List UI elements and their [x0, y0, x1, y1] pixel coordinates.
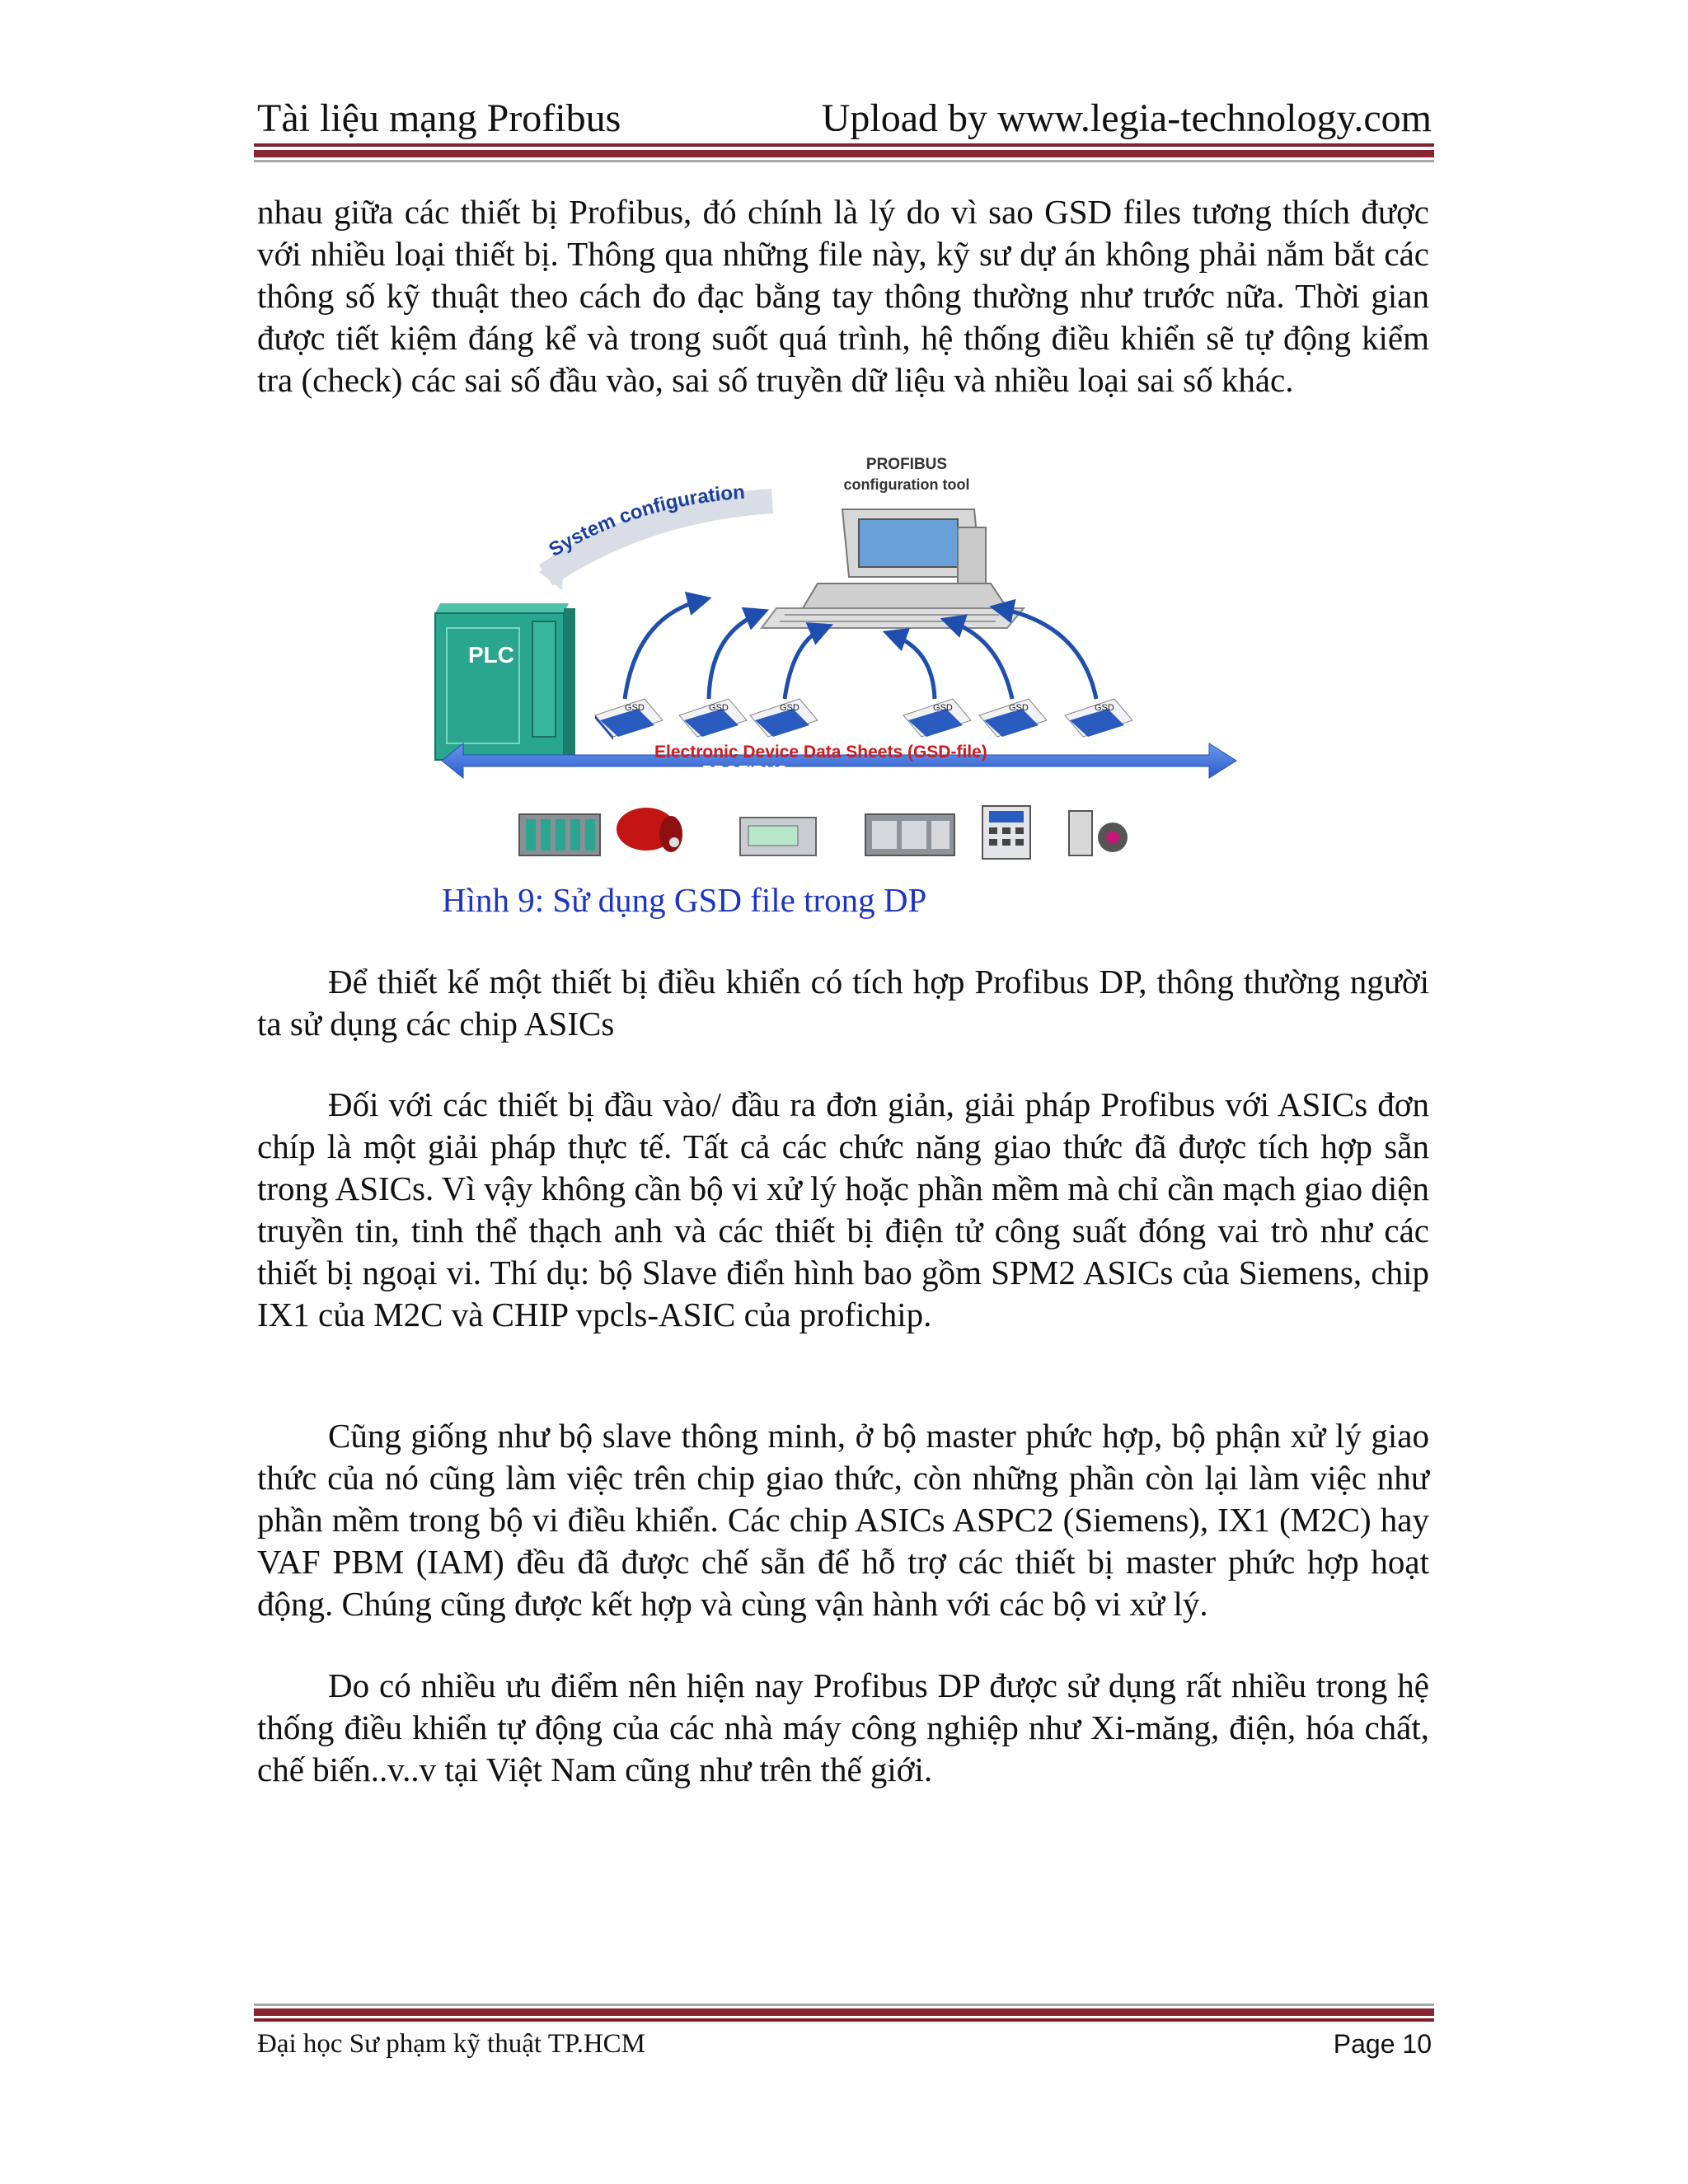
- figure-caption: Hình 9: Sử dụng GSD file trong DP: [442, 881, 927, 919]
- tool-label-line1: PROFIBUS: [865, 456, 948, 473]
- paragraph-complex-master: Cũng giống như bộ slave thông minh, ở bộ master phức hợp, bộ phận xử lý giao thức của nó cũng làm việc trên chip giao thức, còn những phần còn lại làm việc như phần mềm trong bộ vi điều khiển. Các chip ASICs ASPC2 (Siemens), IX1 (M2C) hay VAF PBM (IAM) đều đã được chế sẵn để hỗ trợ các thiết bị master phức hợp hoạt động. Chúng cũng được kết hợp và cùng vận hành với các bộ vi xử lý.: [257, 1417, 1429, 1623]
- header-title: Tài liệu mạng Profibus: [257, 96, 621, 140]
- system-config-label: System configuration: [545, 480, 746, 562]
- footer-rule: [254, 2018, 1434, 2022]
- io-module-icon: [519, 814, 600, 855]
- header-rule-shadow: [254, 160, 1434, 162]
- gsd-upload-arrow: [709, 613, 760, 699]
- plc-label: PLC: [468, 642, 514, 668]
- header-rule-thick: [254, 150, 1434, 157]
- paragraph-single-chip-asic: Đối với các thiết bị đầu vào/ đầu ra đơn giản, giải pháp Profibus với ASICs đơn chíp là một giải pháp thực tế. Tất cả các chức năng giao thức đã được tích hợp sẵn trong ASICs. Vì vậy không cần bộ vi xử lý hoặc phần mềm mà chỉ cần mạch giao diện truyền tin, tinh thể thạch anh và các thiết bị điện tử công suất đóng vai trò như các thiết bị ngoại vi. Thí dụ: bộ Slave điển hình bao gồm SPM2 ASICs của Siemens, chip IX1 của M2C và CHIP vpcls-ASIC của profichip.: [257, 1085, 1429, 1333]
- panel-display-icon: [740, 818, 816, 855]
- gsd-upload-arrow: [892, 635, 935, 699]
- footer-rule-thick: [254, 2008, 1434, 2016]
- header-rule: [254, 143, 1434, 147]
- gsd-sheet-label: GSD: [780, 703, 799, 713]
- computer-icon: [762, 509, 1024, 628]
- gsd-sheet-label: GSD: [625, 703, 645, 713]
- gsd-sheet-label: GSD: [1009, 703, 1029, 713]
- gsd-file-bus-label: Electronic Device Data Sheets (GSD-file): [654, 743, 987, 762]
- gsd-upload-arrow: [625, 600, 702, 699]
- plc-rack-icon: [435, 603, 575, 760]
- gsd-upload-arrow: [785, 628, 824, 699]
- gsd-upload-arrow: [950, 621, 1012, 699]
- tool-label-line2: configuration tool: [843, 476, 970, 493]
- page-number: Page 10: [1333, 2028, 1432, 2059]
- header-upload-credit: Upload by www.legia-technology.com: [821, 96, 1432, 140]
- page-footer: [257, 2026, 1432, 2062]
- operator-keypad-icon: [982, 806, 1030, 859]
- gsd-upload-arrow: [999, 608, 1096, 699]
- page-header: [257, 92, 1432, 142]
- figure-gsd-diagram: [430, 452, 1238, 867]
- remote-io-icon: [865, 814, 954, 855]
- gsd-sheet-label: GSD: [933, 703, 953, 713]
- footer-institution: Đại học Sư phạm kỹ thuật TP.HCM: [257, 2028, 646, 2059]
- drive-motor-icon: [617, 808, 682, 852]
- paragraph-asic-design: Để thiết kế một thiết bị điều khiển có tích hợp Profibus DP, thông thường người ta sử dụng các chip ASICs: [257, 963, 1429, 1043]
- gsd-sheet-label: GSD: [709, 703, 729, 713]
- profibus-bus-label: PROFIBUS: [702, 763, 788, 781]
- paragraph-gsd-files: nhau giữa các thiết bị Profibus, đó chính là lý do vì sao GSD files tương thích được với nhiều loại thiết bị. Thông qua những file này, kỹ sư dự án không phải nắm bắt các thông số kỹ thuật theo cách đo đạc bằng tay thông thường như trước nữa. Thời gian được tiết kiệm đáng kể và trong suốt quá trình, hệ thống điều khiển sẽ tự động kiểm tra (check) các sai số đầu vào, sai số truyền dữ liệu và nhiều loại sai số khác.: [257, 193, 1429, 399]
- paragraph-dp-usage: Do có nhiều ưu điểm nên hiện nay Profibus DP được sử dụng rất nhiều trong hệ thống điều khiển tự động của các nhà máy công nghiệp như Xi-măng, điện, hóa chất, chế biến..v..v tại Việt Nam cũng như trên thế giới.: [257, 1666, 1429, 1788]
- encoder-drive-icon: [1069, 811, 1128, 855]
- footer-rule-shadow: [254, 2004, 1434, 2006]
- gsd-sheet-label: GSD: [1095, 703, 1114, 713]
